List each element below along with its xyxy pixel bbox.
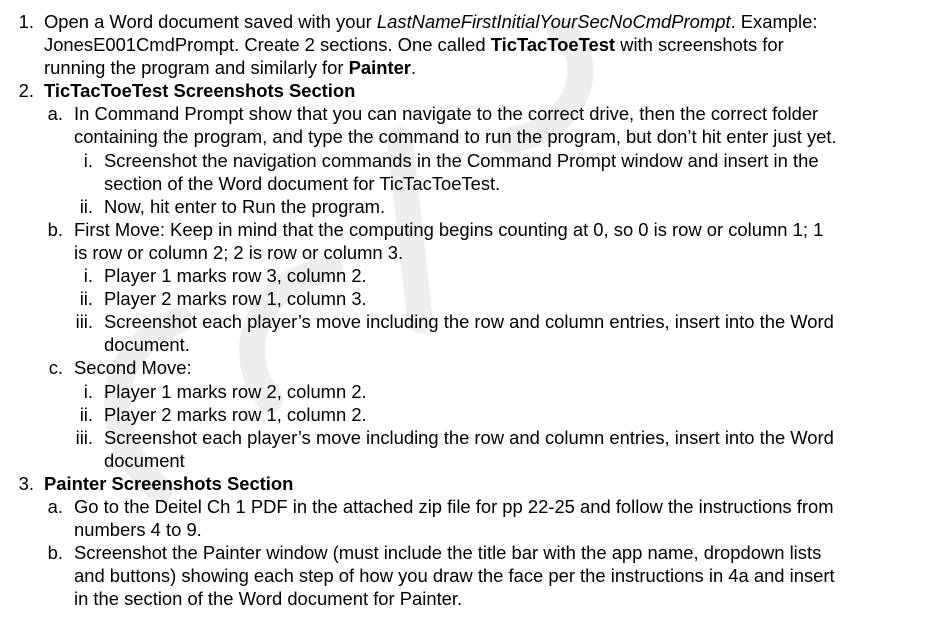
text-run: numbers 4 to 9. [74,519,202,541]
list-marker: i. [83,149,93,171]
list-marker: i. [83,265,93,287]
list-marker: i. [83,380,93,402]
text-run: Painter Screenshots Section [44,472,294,494]
text-run: Screenshot each player’s move including the row and column entries, insert into the Word [104,426,834,448]
text-run: Screenshot the Painter window (must include the title bar with the app name, dropdown lists [74,542,822,564]
list-item-text [44,10,817,33]
list-item-text [104,195,385,218]
list-item-text [104,403,367,426]
text-run: . [410,57,417,79]
text-run: is row or column 2; 2 is row or column 3. [74,241,404,263]
text-run: Open a Word document saved with your [44,11,377,32]
text-run: containing the program, and type the command to run the program, but don’t hit enter just yet. [74,126,837,148]
text-run: running the program and similarly for [44,57,349,79]
list-item-text [44,56,416,79]
text-run: Screenshot each player’s move including the row and column entries, insert into the Word [104,311,834,333]
list-item-text [74,541,821,564]
list-item-text [104,380,367,403]
text-run: Screenshot the navigation commands in the Command Prompt window and insert in the [104,149,819,171]
outline-line-level-3 [0,380,951,403]
list-item-text [74,518,202,541]
list-item-text [104,310,834,333]
outline-line-level-1 [0,472,951,495]
list-item-text [104,172,500,195]
list-marker: ii. [79,195,93,217]
text-run: document. [104,334,190,356]
list-marker: b. [47,542,63,564]
list-item-text [74,125,837,148]
outline-line-level-2 [0,587,951,610]
list-marker: 2. [18,80,34,102]
text-run: TicTacToeTest Screenshots Section [44,80,356,102]
list-marker: 3. [18,472,34,494]
text-run: document [104,449,185,471]
list-marker: iii. [75,311,93,333]
text-run: LastNameFirstInitialYourSecNoCmdPrompt [376,11,731,32]
outline-line-level-1 [0,33,951,56]
list-item-text [104,264,367,287]
list-item-text [44,79,355,102]
outline-line-level-1 [0,10,951,33]
outline-line-level-3 [0,172,951,195]
outline-line-level-3 [0,287,951,310]
list-item-text [74,356,192,379]
text-run: Now, hit enter to Run the program. [104,195,386,217]
outline-line-level-2 [0,241,951,264]
text-run: in the section of the Word document for Painter. [74,588,463,610]
outline-line-level-2 [0,495,951,518]
outline-line-level-2 [0,102,951,125]
outline-line-level-2 [0,356,951,379]
list-marker: ii. [79,288,93,310]
outline-line-level-2 [0,541,951,564]
list-marker: b. [47,218,63,240]
list-item-text [104,149,819,172]
list-item-text [74,241,403,264]
list-item-text [44,33,784,56]
list-item-text [74,587,462,610]
list-item-text [44,472,293,495]
list-item-text [104,449,185,472]
text-run: JonesE001CmdPrompt. Create 2 sections. One called [44,34,491,56]
outline-line-level-2 [0,564,951,587]
list-marker: iii. [75,426,93,448]
text-run: Second Move: [74,357,192,379]
outline-line-level-3 [0,195,951,218]
text-run: section of the Word document for TicTacToeTest. [104,172,501,194]
document-body [0,10,951,610]
outline-line-level-3 [0,403,951,426]
outline-line-level-3 [0,426,951,449]
outline-line-level-3 [0,333,951,356]
list-marker: c. [48,357,63,379]
text-run: In Command Prompt show that you can navigate to the correct drive, then the correct folder [74,103,819,125]
list-marker: 1. [18,11,34,32]
text-run: TicTacToeTest [490,34,616,56]
outline-line-level-1 [0,56,951,79]
outline-line-level-2 [0,218,951,241]
list-item-text [104,426,834,449]
outline-line-level-1 [0,79,951,102]
list-marker: a. [47,103,63,125]
outline-line-level-2 [0,518,951,541]
outline-line-level-3 [0,264,951,287]
text-run: with screenshots for [615,34,784,56]
list-item-text [74,102,818,125]
text-run: First Move: Keep in mind that the computing begins counting at 0, so 0 is row or column 1; 1 [74,218,824,240]
list-item-text [74,218,823,241]
text-run: Go to the Deitel Ch 1 PDF in the attached zip file for pp 22-25 and follow the instructions from [74,495,834,517]
text-run: Painter [348,57,411,79]
list-item-text [74,495,834,518]
text-run: Player 2 marks row 1, column 2. [104,403,367,425]
text-run: Player 1 marks row 2, column 2. [104,380,367,402]
text-run: Player 2 marks row 1, column 3. [104,288,367,310]
text-run: and buttons) showing each step of how you draw the face per the instructions in 4a and insert [74,565,835,587]
outline-line-level-3 [0,449,951,472]
list-item-text [104,287,367,310]
outline-line-level-2 [0,125,951,148]
outline-line-level-3 [0,149,951,172]
text-run: Player 1 marks row 3, column 2. [104,265,367,287]
text-run: . Example: [730,11,818,32]
outline-line-level-3 [0,310,951,333]
list-marker: ii. [79,403,93,425]
list-item-text [74,564,835,587]
list-marker: a. [47,495,63,517]
list-item-text [104,333,190,356]
